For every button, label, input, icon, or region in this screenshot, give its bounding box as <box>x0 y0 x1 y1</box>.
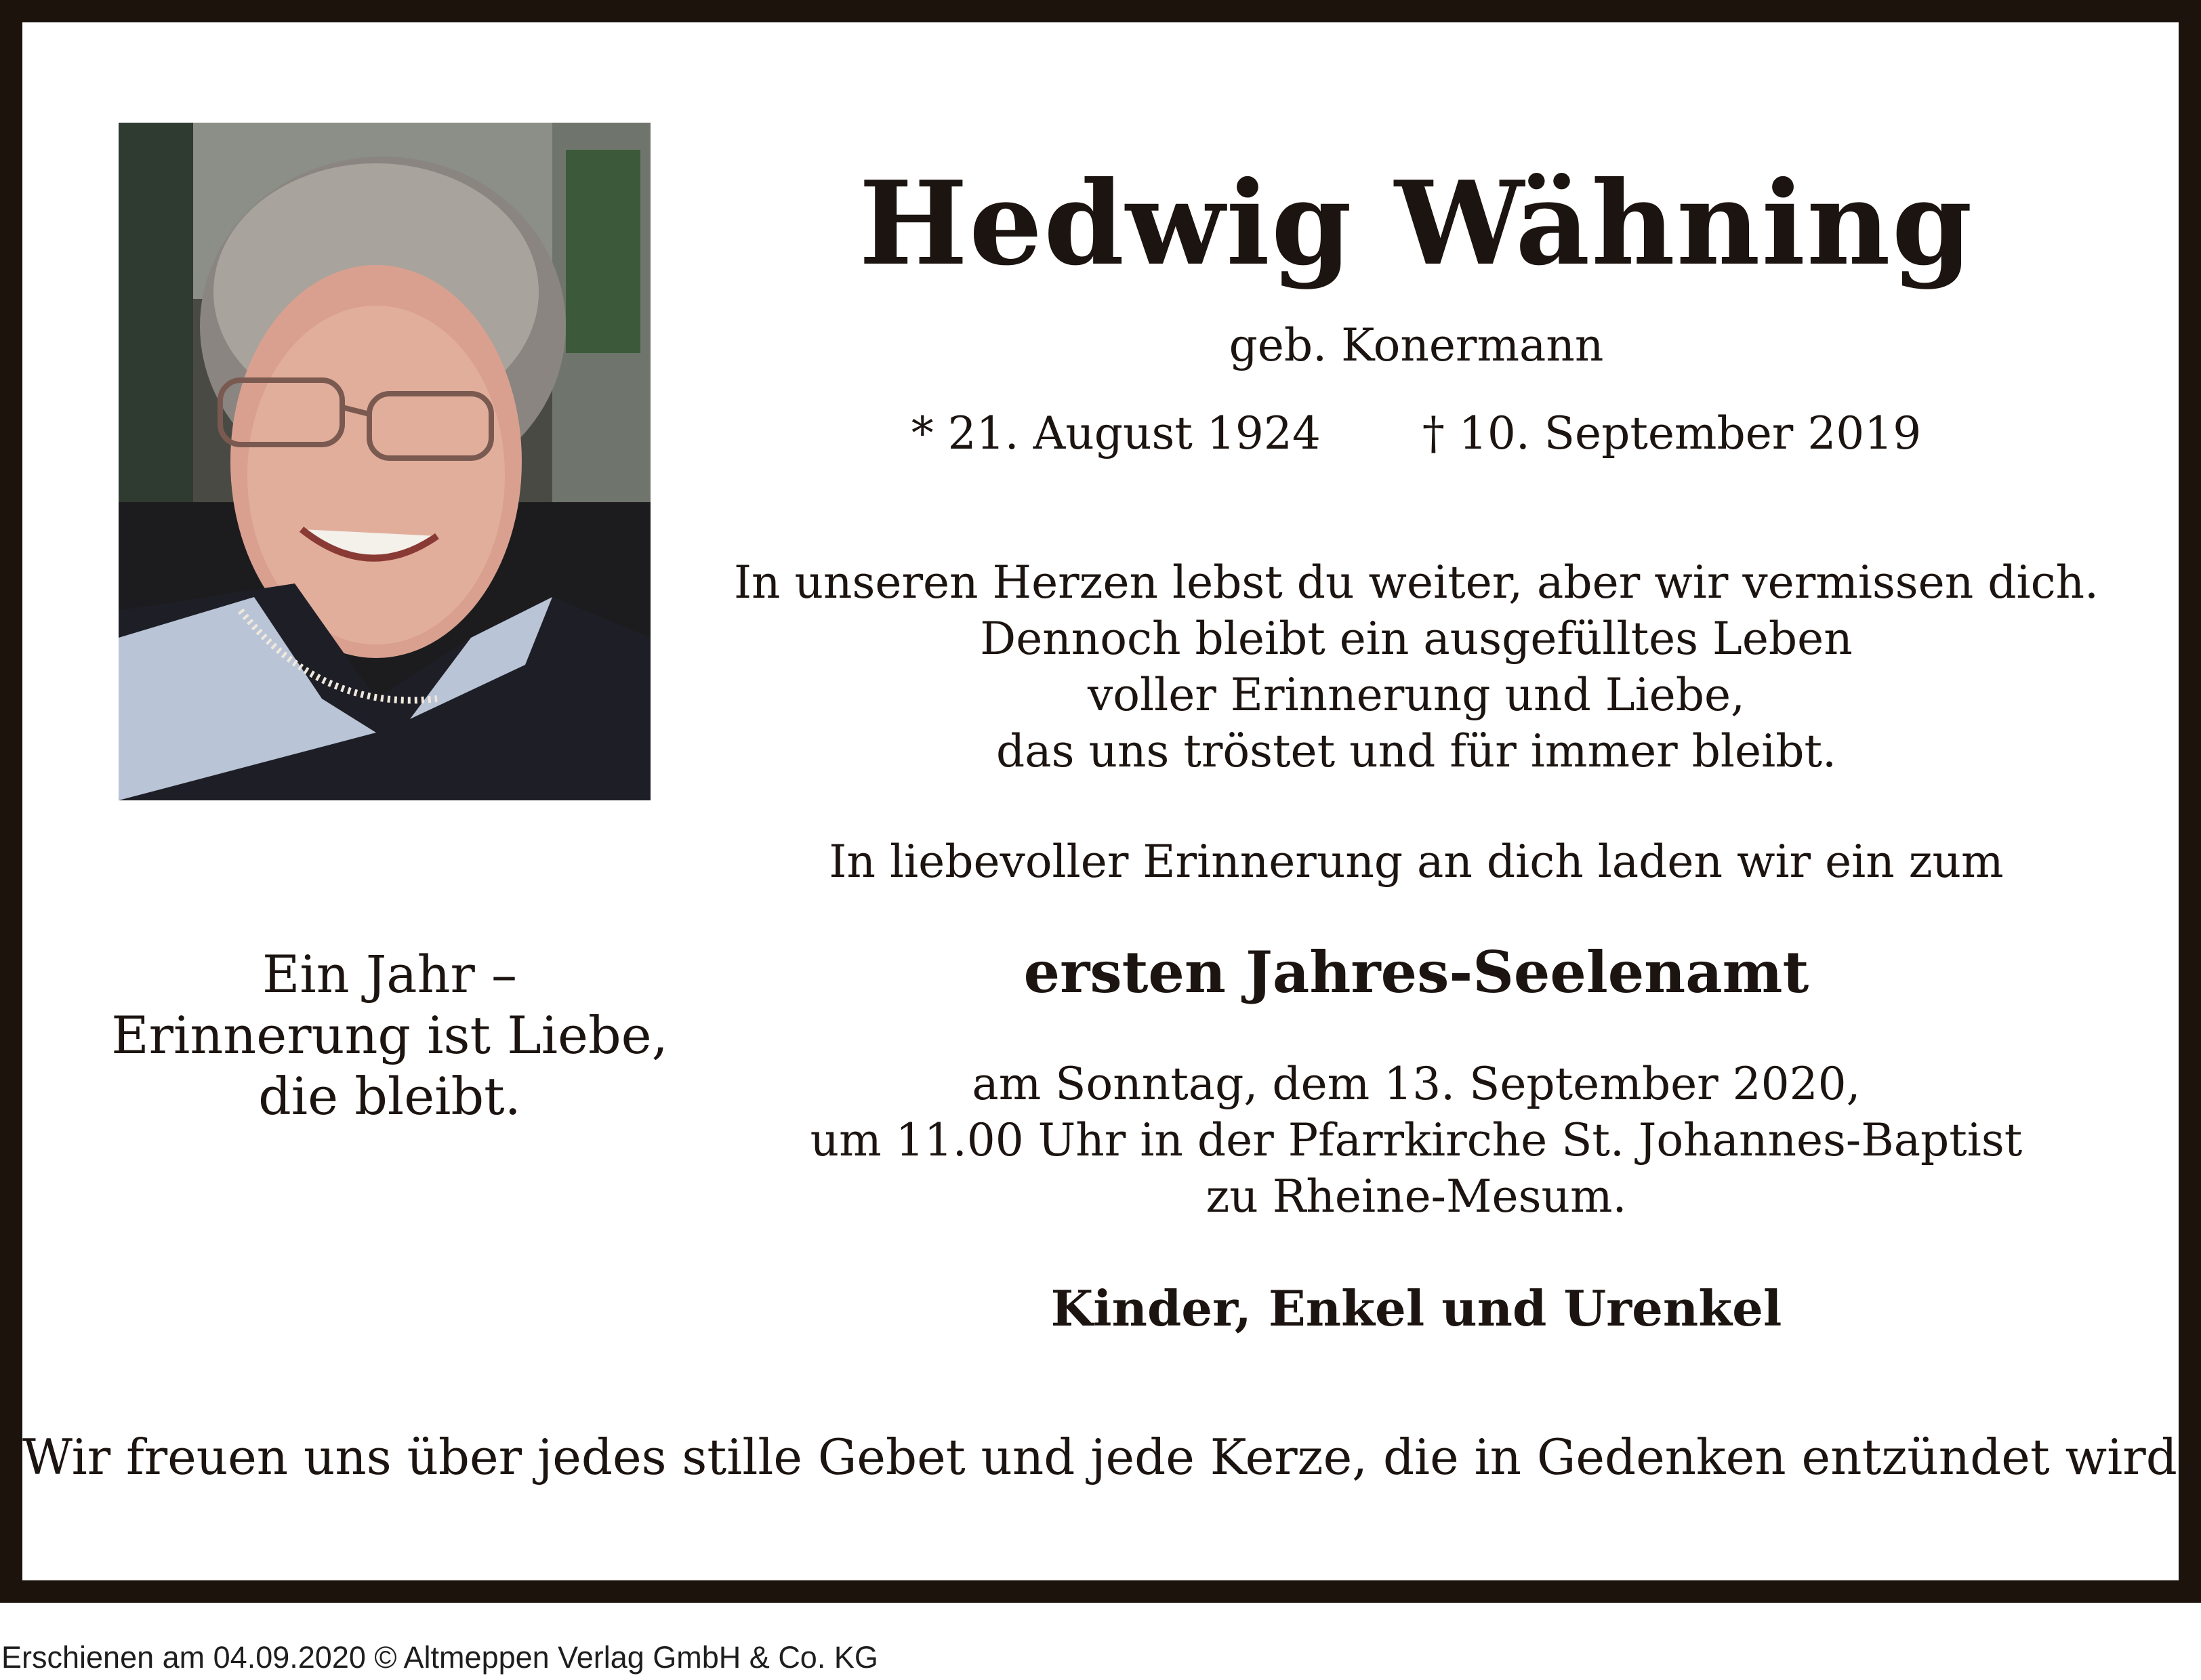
left-verse-line: Ein Jahr – <box>262 944 518 1004</box>
left-verse-line: die bleibt. <box>258 1066 521 1126</box>
verse-line: das uns tröstet und für immer bleibt. <box>996 725 1836 777</box>
portrait-photo <box>119 123 651 800</box>
service-line: am Sonntag, dem 13. September 2020, <box>972 1058 1861 1110</box>
birth-date: * 21. August 1924 <box>911 407 1321 459</box>
closing-line: Wir freuen uns über jedes stille Gebet und jede Kerze, die in Gedenken entzündet wird. <box>22 1429 2193 1486</box>
verse-line: In unseren Herzen lebst du weiter, aber wir vermissen dich. <box>733 556 2099 609</box>
invitation-text: In liebevoller Erinnerung an dich laden wir ein zum <box>829 836 2004 888</box>
death-date: † 10. September 2019 <box>1422 407 1922 459</box>
family-signature: Kinder, Enkel und Urenkel <box>1050 1279 1782 1337</box>
portrait-image <box>119 123 651 800</box>
service-line: um 11.00 Uhr in der Pfarrkirche St. Johannes-Baptist <box>810 1114 2023 1166</box>
left-verse <box>81 944 698 1127</box>
service-details <box>678 1056 2155 1225</box>
publication-footer: Erschienen am 04.09.2020 © Altmeppen Verlag GmbH & Co. KG <box>1 1640 878 1675</box>
memorial-verse <box>678 554 2155 779</box>
verse-line: Dennoch bleibt ein ausgefülltes Leben <box>980 613 1853 665</box>
left-verse-line: Erinnerung ist Liebe, <box>111 1005 668 1065</box>
maiden-name: geb. Konermann <box>1229 319 1604 371</box>
deceased-name: Hedwig Wähning <box>859 156 1974 291</box>
life-dates <box>678 407 2155 461</box>
verse-line: voller Erinnerung und Liebe, <box>1087 669 1746 721</box>
service-line: zu Rheine-Mesum. <box>1206 1170 1627 1223</box>
service-title: ersten Jahres-Seelenamt <box>1023 939 1809 1006</box>
